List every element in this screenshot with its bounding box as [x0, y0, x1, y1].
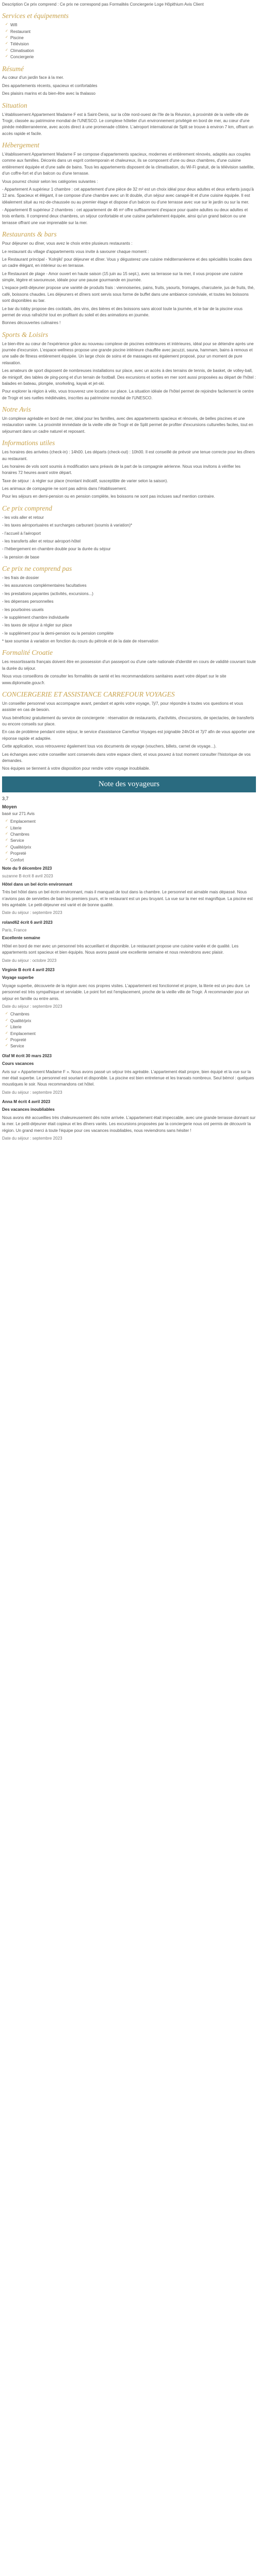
situation-text: L'établissement Appartement Madame F est à Saint-Denis, sur la côte nord-ouest de l'Ile de la Réunion, à proximité de la vieille ville de Trogir, classée au patrimoine mondial de l'UNESCO. Le complexe hôtelier d'un environnement privilégié en bord de mer, au cœur d'une pinède méditerranéenne, avec accès direct à une promenade côtière. L'aéroport international de Split se trouve à environ 7 km, offrant un accès rapide et facile. — [2, 112, 254, 136]
review-author: Anna M écrit 4 avril 2023 — [2, 1099, 51, 1105]
prix-ne-comprend-item: - les dépenses personnelles — [2, 599, 54, 604]
review-date: Date du séjour : septembre 2023 — [2, 1004, 62, 1009]
page — [0, 0, 258, 1149]
prix-comprend-item: - la pension de base — [2, 554, 40, 560]
prix-ne-comprend-item: - le supplément chambre individuelle — [2, 615, 69, 620]
service-item: ✓ Restaurant — [10, 29, 256, 35]
service-item: ✓ Climatisation — [10, 48, 256, 54]
prix-comprend-item: - les transferts aller et retour aéroport-hôtel — [2, 538, 81, 544]
rating-criterion: ✓ Emplacement — [10, 819, 256, 825]
review-body: Très bel hôtel dans un bel écrin environnant, mais il manquait de tout dans la chambre. Le personnel est aimable mais dépassé. Nous n'avions pas de serviettes de bain les premiers jours, et le restaurant est un peu bruyant. La vue sur la mer est magnifique. La piscine est très agréable. Le petit-déjeuner est varié et de bonne qualité. — [2, 890, 253, 907]
prix-comprend-item: - les taxes aéroportuaires et surcharges carburant (soumis à variation)* — [2, 523, 133, 528]
rating-criterion: ✓ Propreté — [10, 851, 256, 857]
review-author: Olaf M écrit 30 mars 2023 — [2, 1053, 52, 1058]
conciergerie-text: Un conseiller personnel vous accompagne avant, pendant et après votre voyage, 7j/7, pour répondre à toutes vos questions et vous assister en cas de besoin. — [2, 701, 243, 713]
service-item: ✓ Conciergerie — [10, 54, 256, 60]
review-body: Nous avons été accueillies très chaleureusement dès notre arrivée. L'appartement était impeccable, avec une grande terrasse donnant sur la mer. Le petit-déjeuner était copieux et les dîners variés. Les excursions proposées par la conciergerie nous ont permis de découvrir la région. Un grand merci à toute l'équipe pour ces vacances inoubliables, nous reviendrons sans hésiter ! — [2, 1115, 256, 1133]
conciergerie-title: CONCIERGERIE ET ASSISTANCE CARREFOUR VOYAGES — [2, 690, 175, 698]
intro-text: Description Ce prix comprend : Ce prix ne correspond pas Formalités Conciergerie Loge Hôpithium Avis Client — [2, 2, 204, 7]
notre-avis-text: Un complexe agréable en bord de mer, idéal pour les familles, avec des appartements spacieux et rénovés, de belles piscines et une restauration variée. La proximité immédiate de la vieille ville de Trogir et de Split permet de profiter d'excursions culturelles faciles, tout en séjournant dans un cadre naturel et reposant. — [2, 416, 253, 434]
prix-ne-comprend-item: - les assurances complémentaires facultatives — [2, 583, 87, 588]
formalites-text: Les ressortissants français doivent être en possession d'un passeport ou d'une carte nationale d'identité en cours de validité couvrant toute la durée du séjour. — [2, 659, 256, 671]
rating-criteria-list — [2, 819, 256, 863]
restaurants-text: Bonnes découvertes culinaires ! — [2, 320, 61, 326]
restaurants-title: Restaurants & bars — [2, 230, 57, 239]
hebergement-title: Hébergement — [2, 141, 40, 149]
restaurants-text: Le bar du lobby propose des cocktails, des vins, des bières et des boissons sans alcool toute la journée, et le bar de la piscine vous permet de vous rafraîchir tout en profitant du soleil et des animations en journée. — [2, 306, 243, 318]
restaurants-text: Le Restaurant de plage - Amor ouvert en haute saison (15 juin au 15 sept.), avec sa terrasse sur la mer, il vous propose une cuisine simple, légère et savoureuse, idéale pour une pause gourmande en journée. — [2, 271, 243, 283]
service-item: ✓ Wifi — [10, 22, 256, 28]
review-title: Hôtel dans un bel écrin environnant — [2, 882, 73, 887]
service-item: ✓ Télévision — [10, 41, 256, 47]
sports-text: Pour explorer la région à vélo, vous trouverez une location sur place. La situation idéale de l'hôtel permet de rejoindre facilement le centre de Trogir et ses ruelles médiévales, inscrites au patrimoine mondial de l'UNESCO. — [2, 389, 254, 400]
restaurants-text: L'espace petit-déjeuner propose une variété de produits frais : viennoiseries, pains, fruits, yaourts, fromages, charcuterie, jus de fruits, thé, café, boissons chaudes. Les déjeuners et dîners sont servis sous forme de buffet dans une ambiance conviviale, et toutes les boissons sont disponibles au bar. — [2, 285, 255, 303]
rating-criterion: ✓ Service — [10, 838, 256, 844]
review-body: Voyage superbe, découverte de la région avec nos propres visites. L'appartement est fonctionnel et propre, la literie est un peu dure. Le personnel est très sympathique et serviable. Le point fort est l'emplacement, proche de la vieille ville de Trogir. À recommander pour un séjour en famille ou entre amis. — [2, 983, 250, 1001]
resume-text: Au cœur d'un jardin face à la mer. — [2, 75, 64, 80]
review-author: Virginie B écrit 4 avril 2023 — [2, 968, 55, 973]
review-tag: ✓ Literie — [10, 1024, 256, 1030]
prix-ne-comprend-item: * taxe soumise à variation en fonction du cours du pétrole et de la date de réservation — [2, 639, 158, 644]
review-date: Date du séjour : septembre 2023 — [2, 1136, 62, 1141]
rating-criterion: ✓ Literie — [10, 825, 256, 832]
review-body: Hôtel en bord de mer avec un personnel très accueillant et disponible. Le restaurant propose une cuisine variée et de qualité. Les appartements sont spacieux et bien équipés. Nous avons passé une excellente semaine et nous reviendrons avec plaisir. — [2, 943, 239, 955]
review-title: Des vacances inoubliables — [2, 1107, 55, 1112]
infos-utiles-text: Pour les séjours en demi-pension ou en pension complète, les boissons ne sont pas incluses sauf mention contraire. — [2, 494, 215, 499]
conciergerie-text: Vous bénéficiez gratuitement du service de conciergerie : réservation de restaurants, d'activités, d'excursions, de spectacles, de transferts ou encore conseils sur place. — [2, 715, 254, 726]
prix-ne-comprend-item: - le supplément pour la demi-pension ou la pension complète — [2, 631, 114, 636]
resume-text: Des appartements récents, spacieux et confortables — [2, 83, 98, 88]
prix-ne-comprend-item: - les frais de dossier — [2, 575, 39, 580]
situation-title: Situation — [2, 101, 27, 109]
prix-ne-comprend-item: - les prestations payantes (activités, excursions...) — [2, 591, 93, 596]
infos-utiles-text: Les horaires des arrivées (check-in) : 14h00. Les départs (check-out) : 10h00. Il est conseillé de prévoir une tenue correcte pour les dîners au restaurant. — [2, 450, 255, 461]
review-item — [2, 1053, 256, 1096]
infos-utiles-text: Les horaires de vols sont soumis à modification sans préavis de la part de la compagnie aérienne. Nous vous invitons à vérifier les horaires 72 heures avant votre départ. — [2, 464, 241, 476]
conciergerie-text: Nos équipes se tiennent à votre disposition pour rendre votre voyage inoubliable. — [2, 766, 150, 771]
hebergement-text: Vous pourrez choisir selon les catégories suivantes : — [2, 179, 98, 184]
hebergement-text: - Appartement A supérieur 1 chambre : cet appartement d'une pièce de 32 m² est un choix idéal pour deux adultes et deux enfants jusqu'à 12 ans. Spacieux et élégant, il se compose d'une chambre avec un lit double, d'un séjour avec canapé-lit et d'une cuisine équipée. Il est idéalement situé au rez-de-chaussée ou au premier étage et dispose d'un balcon ou d'une terrasse avec vue sur le jardin ou sur la mer. — [2, 187, 254, 205]
resume-text: Des plaisirs marins et du bien-être avec la thalasso — [2, 91, 95, 96]
review-title: Cours vacances — [2, 1061, 34, 1066]
review-item — [2, 967, 256, 1050]
sports-title: Sports & Loisirs — [2, 330, 49, 338]
restaurants-text: Pour déjeuner ou dîner, vous avez le choix entre plusieurs restaurants : — [2, 241, 133, 246]
infos-utiles-text: Les animaux de compagnie ne sont pas admis dans l'établissement. — [2, 486, 127, 492]
review-tag: ✓ Service — [10, 1043, 256, 1049]
resume-title: Résumé — [2, 64, 24, 73]
infos-utiles-text: Taxe de séjour : à régler sur place (montant indicatif, susceptible de varier selon la saison). — [2, 478, 168, 483]
review-item — [2, 866, 256, 917]
rating-criterion: ✓ Qualité/prix — [10, 844, 256, 851]
review-tag: ✓ Propreté — [10, 1037, 256, 1043]
prix-ne-comprend-item: - les pourboires usuels — [2, 607, 44, 612]
reviews-header — [2, 776, 256, 792]
review-body: Avis sur « Appartement Madame F ». Nous avons passé un séjour très agréable. L'appartement était propre, bien équipé et la vue sur la mer était superbe. Le personnel est souriant et disponible. La piscine est bien entretenue et les transats nombreux. Seul bémol : quelques moustiques le soir. Nous recommandons cet hôtel. — [2, 1069, 254, 1087]
review-item — [2, 920, 256, 964]
review-meta: suzanne B écrit 8 avril 2023 — [2, 874, 53, 879]
services-title: Services et équipements — [2, 12, 69, 20]
notre-avis-title: Notre Avis — [2, 405, 31, 414]
review-score-label: Moyen — [2, 804, 17, 809]
sports-text: Les amateurs de sport disposent de nombreuses installations sur place, avec un accès à des terrains de tennis, de basket, de volley-ball, de minigolf, des tables de ping-pong et d'un terrain de football. Des excursions et sorties en mer sont aussi proposées au départ de l'hôtel : balades en bateau, plongée, snorkeling, kayak et jet-ski. — [2, 368, 256, 386]
prix-ne-comprend-item: - les taxes de séjour à régler sur place — [2, 623, 72, 628]
review-date: Date du séjour : octobre 2023 — [2, 958, 57, 963]
review-meta: Paris, France — [2, 928, 27, 933]
hebergement-text: - Appartement B supérieur 2 chambres : cet appartement de 46 m² offre suffisamment d'espace pour quatre adultes ou deux adultes et trois enfants. Il comprend deux chambres, un séjour confortable et une cuisine parfaitement équipée, ainsi qu'un grand balcon ou une terrasse offrant une vue imprenable sur la mer. — [2, 208, 248, 225]
review-date: Date du séjour : septembre 2023 — [2, 1090, 62, 1095]
prix-comprend-item: - les vols aller et retour — [2, 515, 44, 520]
prix-comprend-item: - l'hébergement en chambre double pour la durée du séjour — [2, 547, 111, 552]
prix-comprend-title: Ce prix comprend — [2, 504, 52, 512]
prix-comprend-item: - l'accueil à l'aéroport — [2, 531, 41, 536]
sports-text: Le bien-être au cœur de l'expérience grâce au nouveau complexe de piscines extérieures et intérieures, idéal pour se détendre après une journée d'excursion. L'espace wellness propose une grande piscine intérieure chauffée avec jacuzzi, sauna, hammam, bains à remous et une salle de fitness entièrement équipée. Un large choix de soins et de massages est également proposé, pour un moment de pure relaxation. — [2, 341, 254, 365]
review-author: roland62 écrit 6 avril 2023 — [2, 920, 53, 925]
infos-utiles-title: Informations utiles — [2, 439, 55, 447]
formalites-text: Nous vous conseillons de consulter les formalités de santé et les recommandations sanitaires avant votre départ sur le site www.diplomatie.gouv.fr. — [2, 674, 227, 685]
formalites-title: Formalité Croatie — [2, 649, 53, 657]
service-item: ✓ Piscine — [10, 35, 256, 41]
review-date: Date du séjour : septembre 2023 — [2, 910, 62, 916]
review-tags — [2, 1011, 256, 1049]
review-tag: ✓ Qualité/prix — [10, 1018, 256, 1024]
prix-ne-comprend-title: Ce prix ne comprend pas — [2, 565, 72, 573]
review-author: Note du 9 décembre 2023 — [2, 866, 52, 871]
rating-criterion: ✓ Confort — [10, 857, 256, 863]
conciergerie-text: Cette application, vous retrouverez également tous vos documents de voyage (vouchers, billets, carnet de voyage...). — [2, 744, 217, 749]
rating-criterion: ✓ Chambres — [10, 832, 256, 838]
review-tag: ✓ Emplacement — [10, 1031, 256, 1037]
services-list — [2, 22, 256, 60]
hebergement-text: L'établissement Appartement Madame F se compose d'appartements spacieux, modernes et entièrement rénovés, adaptés aux couples comme aux familles. Décorés dans un esprit contemporain et chaleureux, ils se composent d'une ou deux chambres, d'une cuisine entièrement équipée et d'une salle de bains. Tous les appartements disposent de la climatisation, du Wi-Fi gratuit, de la télévision satellite, d'un coffre-fort et d'un balcon ou d'une terrasse. — [2, 151, 255, 176]
reviews-header-title: Note des voyageurs — [98, 779, 160, 788]
restaurants-text: Le restaurant du village d'appartements vous invite à savourer chaque moment : — [2, 249, 149, 254]
conciergerie-text: Les échanges avec votre conseiller sont conservés dans votre espace client, et vous pouvez à tout moment consulter l'historique de vos demandes. — [2, 752, 251, 763]
review-item — [2, 1099, 256, 1142]
review-title: Voyage superbe — [2, 975, 34, 980]
review-tag: ✓ Chambres — [10, 1011, 256, 1018]
conciergerie-text: En cas de problème pendant votre séjour, le service d'assistance Carrefour Voyages est joignable 24h/24 et 7j/7 afin de vous apporter une réponse rapide et adaptée. — [2, 730, 255, 741]
restaurants-text: Le Restaurant principal - 'Kolnjiki' pour déjeuner et dîner. Vous y dégusterez une cuisine méditerranéenne et des spécialités locales dans un cadre élégant, en intérieur ou en terrasse. — [2, 257, 252, 268]
review-count: basé sur 271 Avis — [2, 811, 35, 816]
review-title: Excellente semaine — [2, 936, 40, 941]
review-score: 3,7 — [2, 795, 9, 801]
